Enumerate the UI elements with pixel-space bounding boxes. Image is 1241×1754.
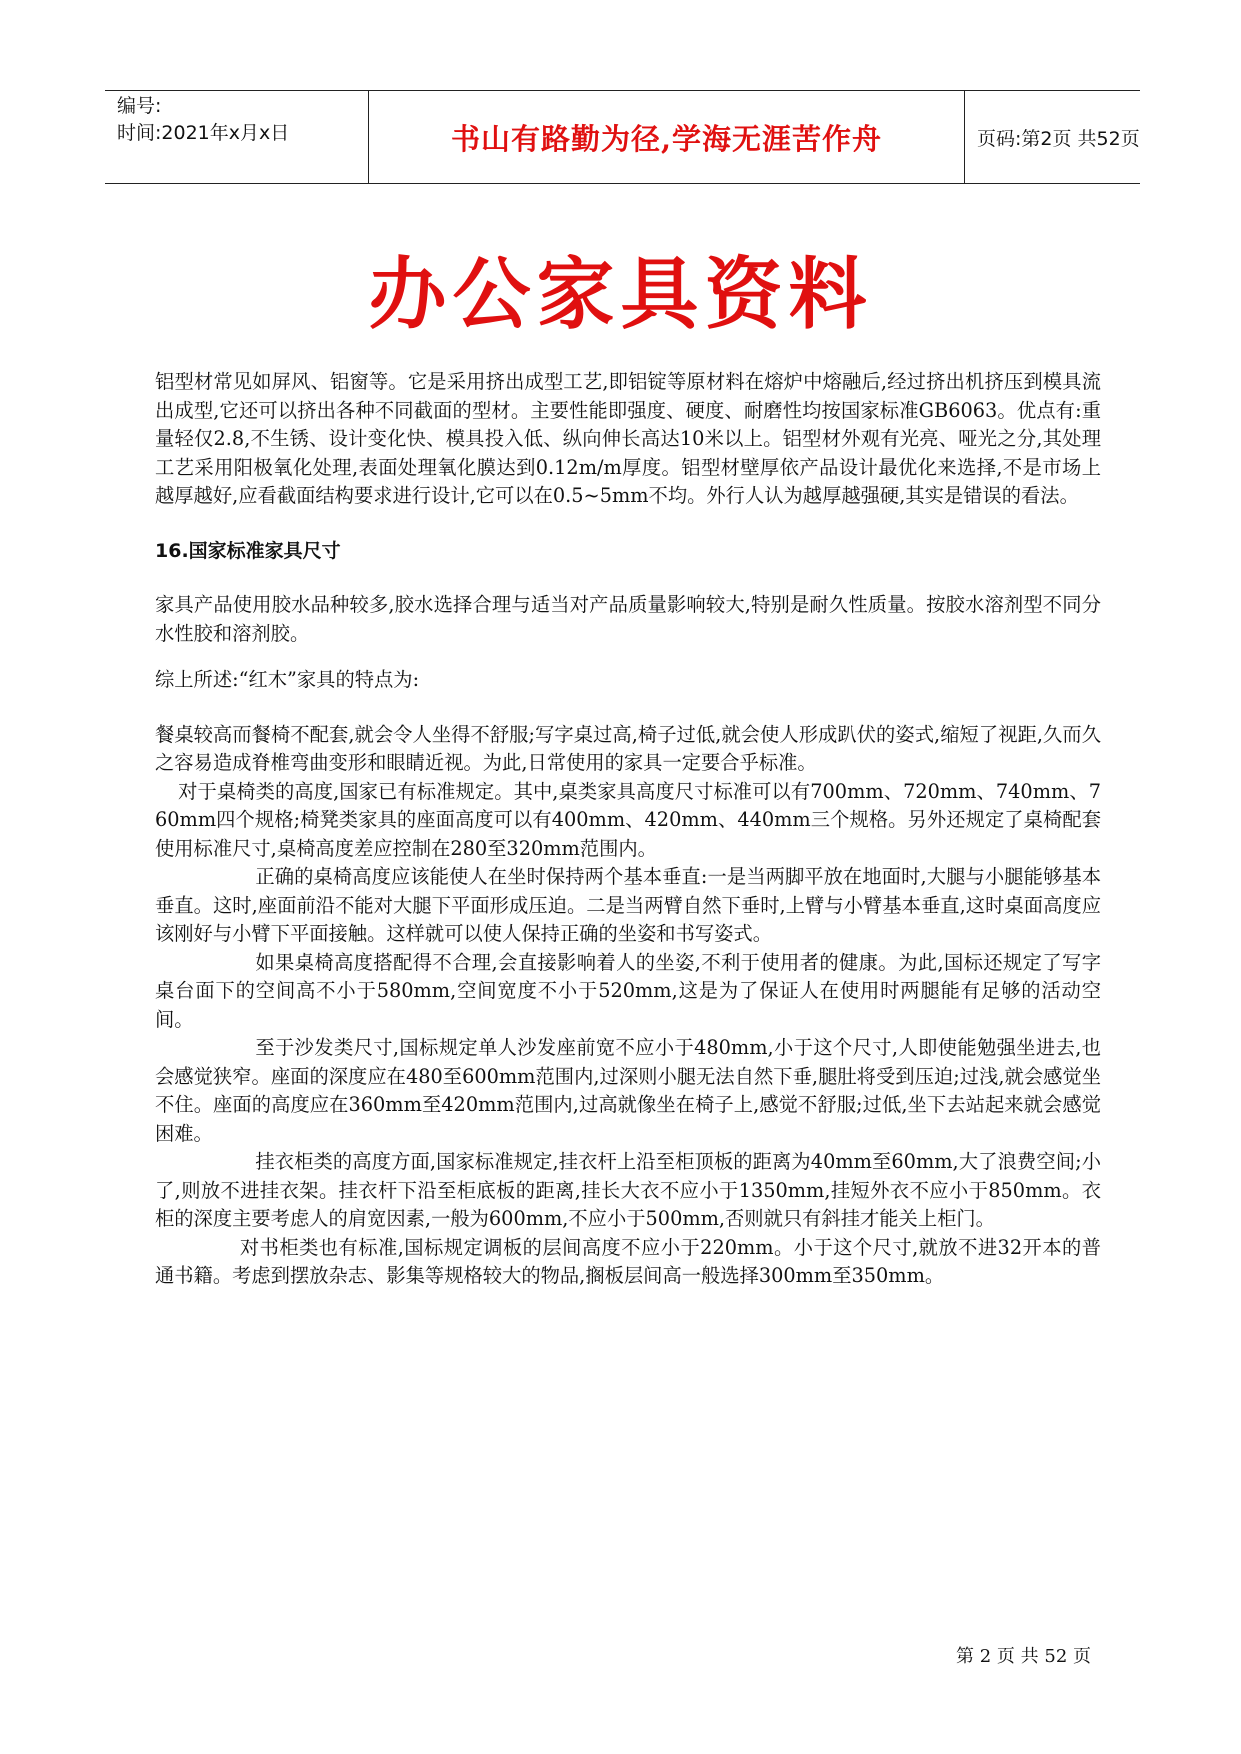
header-page-number: 页码:第2页 共52页 — [977, 127, 1140, 150]
time-label: 时间:2021年x月x日 — [117, 122, 290, 144]
paragraph-summary: 综上所述:“红木”家具的特点为: — [155, 668, 420, 691]
paragraph-aluminum: 铝型材常见如屏风、铝窗等。它是采用挤出成型工艺,即铝锭等原材料在熔炉中熔融后,经过挤出机挤压到模具流出成型,它还可以挤出各种不同截面的型材。主要性能即强度、硬度、耐磨性均按国家标准GB6063。优点有:重量轻仅2.8,不生锈、设计变化快、模具投入低、纵向伸长高达10米以上。铝型材外观有光亮、哑光之分,其处理工艺采用阳极氧化处理,表面处理氧化膜达到0.12m/m厚度。铝型材壁厚依产品设计最优化来选择,不是市场上越厚越好,应看截面结构要求进行设计,它可以在0.5~5mm不均。外行人认为越厚越强硬,其实是错误的看法。 — [155, 370, 1101, 507]
paragraph-bookcase: 对书柜类也有标准,国标规定调板的层间高度不应小于220mm。小于这个尺寸,就放不进32开本的普通书籍。考虑到摆放杂志、影集等规格较大的物品,搁板层间高一般选择300mm至350mm。 — [155, 1235, 1101, 1287]
paragraph-wardrobe: 挂衣柜类的高度方面,国家标准规定,挂衣杆上沿至柜顶板的距离为40mm至60mm,大了浪费空间;小了,则放不进挂衣架。挂衣杆下沿至柜底板的距离,挂长大衣不应小于1350mm,挂短外衣不应小于850mm。衣柜的深度主要考虑人的肩宽因素,一般为600mm,不应小于500mm,否则就只有斜挂才能关上柜门。 — [155, 1150, 1101, 1230]
header-divider-right — [964, 91, 965, 183]
document-body — [155, 368, 1101, 1291]
page-footer: 第 2 页 共 52 页 — [956, 1646, 1091, 1667]
document-title: 办公家具资料 — [368, 249, 873, 340]
paragraph-dining: 餐桌较高而餐椅不配套,就会令人坐得不舒服;写字桌过高,椅子过低,就会使人形成趴伏的姿式,缩短了视距,久而久之容易造成脊椎弯曲变形和眼睛近视。为此,日常使用的家具一定要合乎标准。 — [155, 722, 1101, 774]
paragraph-desk-space: 如果桌椅高度搭配得不合理,会直接影响着人的坐姿,不利于使用者的健康。为此,国标还规定了写字桌台面下的空间高不小于580mm,空间宽度不小于520mm,这是为了保证人在使用时两腿能有足够的活动空间。 — [155, 950, 1101, 1031]
paragraph-glue: 家具产品使用胶水品种较多,胶水选择合理与适当对产品质量影响较大,特别是耐久性质量。按胶水溶剂型不同分水性胶和溶剂胶。 — [155, 593, 1101, 645]
header-motto: 书山有路勤为径,学海无涯苦作舟 — [450, 121, 883, 156]
header-table — [105, 90, 1140, 184]
paragraph-correct-posture: 正确的桌椅高度应该能使人在坐时保持两个基本垂直:一是当两脚平放在地面时,大腿与小腿能够基本垂直。这时,座面前沿不能对大腿下平面形成压迫。二是当两臂自然下垂时,上臂与小臂基本垂直,这时桌面高度应该刚好与小臂下平面接触。这样就可以使人保持正确的坐姿和书写姿式。 — [155, 865, 1101, 945]
paragraph-table-chair-height: 对于桌椅类的高度,国家已有标准规定。其中,桌类家具高度尺寸标准可以有700mm、720mm、740mm、760mm四个规格;椅凳类家具的座面高度可以有400mm、420mm、440mm三个规格。另外还规定了桌椅配套使用标准尺寸,桌椅高度差应控制在280至320mm范围内。 — [155, 779, 1101, 860]
header-meta — [117, 91, 367, 183]
number-label: 编号: — [117, 95, 162, 117]
section-heading: 16.国家标准家具尺寸 — [155, 539, 341, 562]
paragraph-sofa: 至于沙发类尺寸,国标规定单人沙发座前宽不应小于480mm,小于这个尺寸,人即使能勉强坐进去,也会感觉狭窄。座面的深度应在480至600mm范围内,过深则小腿无法自然下垂,腿肚将受到压迫;过浅,就会感觉坐不住。座面的高度应在360mm至420mm范围内,过高就像坐在椅子上,感觉不舒服;过低,坐下去站起来就会感觉困难。 — [155, 1036, 1101, 1145]
